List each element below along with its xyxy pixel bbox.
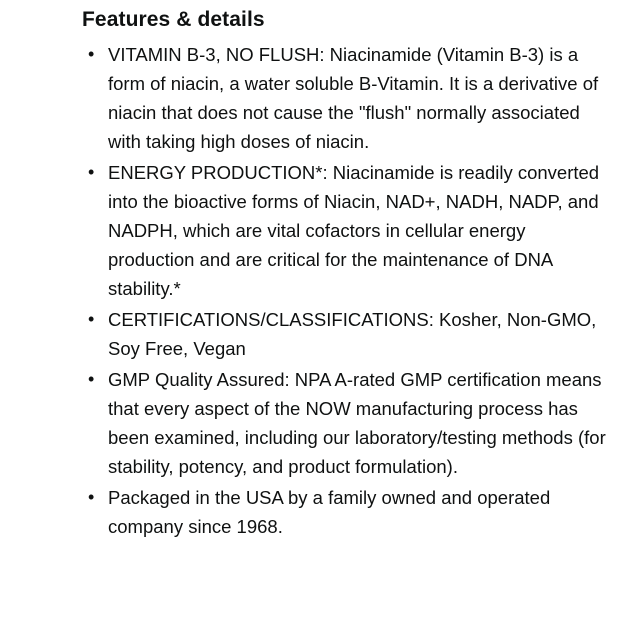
list-item-text: ENERGY PRODUCTION*: Niacinamide is readily converted into the bioactive forms of Niacin, NAD+, NADH, NADP, and NADPH, which are vital cofactors in cellular energy production and are critical for the maintenance of DNA stability.*	[108, 162, 600, 299]
feature-list	[82, 40, 607, 541]
bullet-icon: •	[88, 309, 95, 329]
bullet-icon: •	[88, 369, 95, 389]
list-item	[82, 305, 607, 363]
page-title: Features & details	[82, 8, 265, 31]
bullet-icon: •	[88, 487, 95, 507]
list-item	[82, 483, 607, 541]
list-item	[82, 158, 607, 303]
bullet-icon: •	[88, 44, 95, 64]
list-item-text: Packaged in the USA by a family owned and operated company since 1968.	[108, 487, 551, 537]
list-item-text: CERTIFICATIONS/CLASSIFICATIONS: Kosher, Non-GMO, Soy Free, Vegan	[108, 309, 597, 359]
list-item-text: VITAMIN B-3, NO FLUSH: Niacinamide (Vitamin B-3) is a form of niacin, a water soluble B-Vitamin. It is a derivative of niacin that does not cause the "flush" normally associated with taking high doses of niacin.	[108, 44, 599, 152]
list-item-text: GMP Quality Assured: NPA A-rated GMP certification means that every aspect of the NOW manufacturing process has been examined, including our laboratory/testing methods (for stability, potency, and product formulation).	[108, 369, 606, 477]
list-item	[82, 365, 607, 481]
bullet-icon: •	[88, 162, 95, 182]
list-item	[82, 40, 607, 156]
